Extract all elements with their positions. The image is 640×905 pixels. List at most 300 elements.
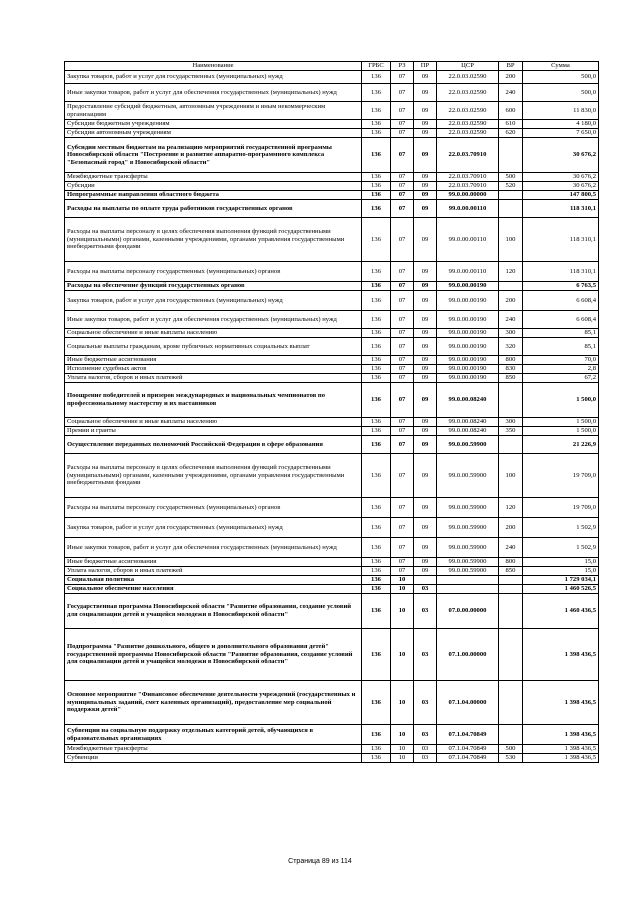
- cell-sum: 30 676,2: [523, 182, 599, 191]
- cell-pr: 09: [414, 518, 437, 538]
- cell-vr: 610: [499, 120, 523, 129]
- cell-pr: 09: [414, 329, 437, 338]
- cell-pr: 09: [414, 129, 437, 138]
- cell-sum: 1 460 526,5: [523, 585, 599, 594]
- cell-vr: 800: [499, 356, 523, 365]
- cell-name: Социальное обеспечение и иные выплаты населению: [65, 418, 362, 427]
- cell-csr: 07.1.04.70849: [437, 725, 499, 745]
- cell-vr: 620: [499, 129, 523, 138]
- cell-sum: 147 800,5: [523, 191, 599, 200]
- cell-grbs: 136: [362, 681, 391, 725]
- cell-pr: 09: [414, 567, 437, 576]
- cell-vr: [499, 629, 523, 681]
- cell-rz: 07: [391, 356, 414, 365]
- cell-rz: 07: [391, 454, 414, 498]
- cell-rz: 07: [391, 291, 414, 311]
- cell-pr: 09: [414, 173, 437, 182]
- header-vr: ВР: [499, 62, 523, 71]
- table-row: [65, 84, 599, 102]
- cell-vr: 520: [499, 182, 523, 191]
- cell-name: Предоставление субсидий бюджетным, автономным учреждениям и иным некоммерческим организациям: [65, 102, 362, 120]
- cell-vr: [499, 585, 523, 594]
- cell-grbs: 136: [362, 436, 391, 454]
- cell-name: Расходы на выплаты персоналу государственных (муниципальных) органов: [65, 262, 362, 282]
- table-row: [65, 681, 599, 725]
- cell-name: Субсидии: [65, 182, 362, 191]
- cell-pr: 09: [414, 498, 437, 518]
- cell-name: Социальное обеспечение и иные выплаты населению: [65, 329, 362, 338]
- table-row: [65, 311, 599, 329]
- cell-rz: 10: [391, 576, 414, 585]
- cell-rz: 10: [391, 629, 414, 681]
- cell-rz: 07: [391, 102, 414, 120]
- table-row: [65, 365, 599, 374]
- cell-pr: 03: [414, 594, 437, 629]
- cell-name: Расходы на выплаты персоналу в целях обеспечения выполнения функций государственными (муниципальными) органами, казенными учреждениями, органами управления государственными внебюджетными фондами: [65, 218, 362, 262]
- cell-sum: 118 310,1: [523, 218, 599, 262]
- header-grbs: ГРБС: [362, 62, 391, 71]
- cell-pr: 03: [414, 681, 437, 725]
- cell-csr: 99.0.00.59900: [437, 498, 499, 518]
- cell-grbs: 136: [362, 725, 391, 745]
- cell-grbs: 136: [362, 129, 391, 138]
- cell-name: Осуществление переданных полномочий Российской Федерации в сфере образования: [65, 436, 362, 454]
- cell-grbs: 136: [362, 282, 391, 291]
- cell-rz: 07: [391, 129, 414, 138]
- cell-sum: 21 226,9: [523, 436, 599, 454]
- cell-pr: 03: [414, 745, 437, 754]
- cell-sum: 2,8: [523, 365, 599, 374]
- cell-rz: 07: [391, 418, 414, 427]
- table-row: [65, 498, 599, 518]
- cell-sum: 30 676,2: [523, 173, 599, 182]
- cell-rz: 07: [391, 262, 414, 282]
- cell-vr: 200: [499, 71, 523, 84]
- cell-sum: 1 398 436,5: [523, 725, 599, 745]
- cell-name: Социальное обеспечение населения: [65, 585, 362, 594]
- cell-rz: 10: [391, 594, 414, 629]
- cell-name: Поощрение победителей и призеров международных и национальных чемпионатов по профессиональному мастерству и их наставников: [65, 383, 362, 418]
- cell-sum: 118 310,1: [523, 200, 599, 218]
- cell-pr: 09: [414, 558, 437, 567]
- cell-sum: 4 180,0: [523, 120, 599, 129]
- cell-csr: 99.0.00.59900: [437, 538, 499, 558]
- cell-csr: 22.0.03.70910: [437, 182, 499, 191]
- cell-pr: 09: [414, 454, 437, 498]
- table-row: [65, 585, 599, 594]
- cell-vr: 850: [499, 567, 523, 576]
- cell-grbs: 136: [362, 383, 391, 418]
- cell-csr: 99.0.00.00190: [437, 356, 499, 365]
- cell-sum: 6 608,4: [523, 291, 599, 311]
- cell-name: Расходы на выплаты персоналу государственных (муниципальных) органов: [65, 498, 362, 518]
- cell-csr: 99.0.00.00190: [437, 365, 499, 374]
- cell-rz: 07: [391, 282, 414, 291]
- cell-grbs: 136: [362, 518, 391, 538]
- header-csr: ЦСР: [437, 62, 499, 71]
- cell-vr: 300: [499, 418, 523, 427]
- header-pr: ПР: [414, 62, 437, 71]
- cell-pr: 09: [414, 218, 437, 262]
- table-row: [65, 725, 599, 745]
- table-row: [65, 356, 599, 365]
- cell-pr: 09: [414, 356, 437, 365]
- cell-vr: 240: [499, 84, 523, 102]
- cell-csr: 99.0.00.00190: [437, 311, 499, 329]
- cell-pr: [414, 576, 437, 585]
- cell-name: Иные закупки товаров, работ и услуг для обеспечения государственных (муниципальных) нужд: [65, 538, 362, 558]
- table-row: [65, 454, 599, 498]
- cell-sum: 85,1: [523, 338, 599, 356]
- cell-sum: 67,2: [523, 374, 599, 383]
- cell-rz: 07: [391, 84, 414, 102]
- cell-rz: 07: [391, 427, 414, 436]
- cell-name: Межбюджетные трансферты: [65, 173, 362, 182]
- cell-rz: 07: [391, 329, 414, 338]
- cell-sum: 6 763,5: [523, 282, 599, 291]
- cell-rz: 10: [391, 585, 414, 594]
- cell-sum: 1 398 436,5: [523, 629, 599, 681]
- cell-sum: 1 500,0: [523, 383, 599, 418]
- cell-vr: [499, 138, 523, 173]
- cell-grbs: 136: [362, 418, 391, 427]
- cell-vr: 850: [499, 374, 523, 383]
- cell-grbs: 136: [362, 218, 391, 262]
- cell-rz: 10: [391, 754, 414, 763]
- cell-name: Закупка товаров, работ и услуг для государственных (муниципальных) нужд: [65, 518, 362, 538]
- cell-grbs: 136: [362, 427, 391, 436]
- cell-sum: 500,0: [523, 84, 599, 102]
- cell-grbs: 136: [362, 374, 391, 383]
- cell-sum: 15,0: [523, 567, 599, 576]
- cell-csr: 07.1.04.70849: [437, 745, 499, 754]
- cell-grbs: 136: [362, 102, 391, 120]
- cell-grbs: 136: [362, 629, 391, 681]
- table-row: [65, 745, 599, 754]
- table-row: [65, 173, 599, 182]
- cell-csr: 99.0.00.08240: [437, 383, 499, 418]
- cell-csr: 99.0.00.00110: [437, 218, 499, 262]
- cell-sum: 500,0: [523, 71, 599, 84]
- table-row: [65, 576, 599, 585]
- cell-sum: 1 729 034,1: [523, 576, 599, 585]
- cell-sum: 6 608,4: [523, 311, 599, 329]
- cell-grbs: 136: [362, 291, 391, 311]
- cell-grbs: 136: [362, 365, 391, 374]
- cell-grbs: 136: [362, 71, 391, 84]
- table-row: [65, 338, 599, 356]
- table-row: [65, 418, 599, 427]
- cell-csr: 22.0.03.70910: [437, 173, 499, 182]
- cell-vr: 240: [499, 311, 523, 329]
- cell-grbs: 136: [362, 262, 391, 282]
- table-row: [65, 218, 599, 262]
- cell-pr: 09: [414, 84, 437, 102]
- cell-csr: 22.0.03.70910: [437, 138, 499, 173]
- cell-sum: 11 830,0: [523, 102, 599, 120]
- cell-rz: 07: [391, 436, 414, 454]
- cell-pr: 09: [414, 338, 437, 356]
- cell-csr: 99.0.00.00110: [437, 262, 499, 282]
- cell-csr: 22.0.03.02590: [437, 71, 499, 84]
- cell-name: Субвенции на социальную поддержку отдельных категорий детей, обучающихся в образовательных организациях: [65, 725, 362, 745]
- cell-grbs: 136: [362, 182, 391, 191]
- cell-name: Государственная программа Новосибирской области "Развитие образования, создание условий для социализации детей и учащейся молодежи в Новосибирской области": [65, 594, 362, 629]
- table-row: [65, 754, 599, 763]
- cell-grbs: 136: [362, 754, 391, 763]
- cell-sum: 19 709,0: [523, 498, 599, 518]
- cell-csr: 07.1.00.00000: [437, 629, 499, 681]
- cell-grbs: 136: [362, 173, 391, 182]
- cell-csr: 99.0.00.59900: [437, 436, 499, 454]
- cell-pr: 03: [414, 629, 437, 681]
- cell-pr: 03: [414, 585, 437, 594]
- cell-pr: 03: [414, 725, 437, 745]
- cell-pr: 09: [414, 71, 437, 84]
- cell-grbs: 136: [362, 567, 391, 576]
- cell-rz: 10: [391, 745, 414, 754]
- cell-name: Иные бюджетные ассигнования: [65, 356, 362, 365]
- cell-csr: 99.0.00.00190: [437, 329, 499, 338]
- cell-csr: [437, 585, 499, 594]
- cell-sum: 1 398 436,5: [523, 681, 599, 725]
- header-rz: РЗ: [391, 62, 414, 71]
- cell-grbs: 136: [362, 745, 391, 754]
- cell-grbs: 136: [362, 84, 391, 102]
- cell-name: Уплата налогов, сборов и иных платежей: [65, 567, 362, 576]
- cell-grbs: 136: [362, 200, 391, 218]
- cell-sum: 1 500,0: [523, 427, 599, 436]
- cell-vr: 100: [499, 454, 523, 498]
- cell-sum: 7 650,0: [523, 129, 599, 138]
- table-row: [65, 538, 599, 558]
- cell-grbs: 136: [362, 356, 391, 365]
- cell-csr: 99.0.00.08240: [437, 418, 499, 427]
- table-row: [65, 594, 599, 629]
- cell-grbs: 136: [362, 454, 391, 498]
- cell-rz: 07: [391, 374, 414, 383]
- cell-name: Субсидии бюджетным учреждениям: [65, 120, 362, 129]
- cell-csr: 99.0.00.00110: [437, 200, 499, 218]
- cell-vr: 800: [499, 558, 523, 567]
- cell-vr: [499, 383, 523, 418]
- cell-vr: 830: [499, 365, 523, 374]
- cell-pr: 09: [414, 436, 437, 454]
- cell-name: Премии и гранты: [65, 427, 362, 436]
- cell-vr: 500: [499, 173, 523, 182]
- cell-rz: 07: [391, 567, 414, 576]
- cell-grbs: 136: [362, 138, 391, 173]
- cell-vr: [499, 576, 523, 585]
- cell-rz: 10: [391, 681, 414, 725]
- cell-name: Основное мероприятие "Финансовое обеспечение деятельности учреждений (государственных и муниципальных заданий, смет казенных организаций), предоставление мер социальной поддержки детей": [65, 681, 362, 725]
- cell-name: Исполнение судебных актов: [65, 365, 362, 374]
- cell-name: Социальная политика: [65, 576, 362, 585]
- cell-csr: 99.0.00.00000: [437, 191, 499, 200]
- cell-vr: 120: [499, 498, 523, 518]
- cell-csr: 99.0.00.08240: [437, 427, 499, 436]
- cell-name: Иные закупки товаров, работ и услуг для обеспечения государственных (муниципальных) нужд: [65, 311, 362, 329]
- table-row: [65, 629, 599, 681]
- table-row: [65, 558, 599, 567]
- table-row: [65, 427, 599, 436]
- cell-sum: 1 502,9: [523, 538, 599, 558]
- cell-sum: 118 310,1: [523, 262, 599, 282]
- cell-sum: 70,0: [523, 356, 599, 365]
- cell-csr: 22.0.03.02590: [437, 120, 499, 129]
- table-row: [65, 262, 599, 282]
- cell-csr: 07.1.04.70849: [437, 754, 499, 763]
- cell-sum: 19 709,0: [523, 454, 599, 498]
- cell-rz: 07: [391, 538, 414, 558]
- cell-pr: 09: [414, 311, 437, 329]
- table-row: [65, 374, 599, 383]
- cell-csr: 07.1.04.00000: [437, 681, 499, 725]
- cell-vr: 350: [499, 427, 523, 436]
- table-row: [65, 102, 599, 120]
- cell-name: Расходы на обеспечение функций государственных органов: [65, 282, 362, 291]
- cell-name: Расходы на выплаты персоналу в целях обеспечения выполнения функций государственными (муниципальными) органами, казенными учреждениями, органами управления государственными внебюджетными фондами: [65, 454, 362, 498]
- table-row: [65, 129, 599, 138]
- cell-pr: 09: [414, 200, 437, 218]
- cell-rz: 07: [391, 558, 414, 567]
- cell-name: Закупка товаров, работ и услуг для государственных (муниципальных) нужд: [65, 291, 362, 311]
- cell-pr: 09: [414, 262, 437, 282]
- cell-sum: 85,1: [523, 329, 599, 338]
- cell-grbs: 136: [362, 329, 391, 338]
- cell-csr: 99.0.00.59900: [437, 454, 499, 498]
- cell-rz: 07: [391, 383, 414, 418]
- cell-vr: 240: [499, 538, 523, 558]
- table-body: [65, 71, 599, 763]
- cell-sum: 1 500,0: [523, 418, 599, 427]
- cell-csr: [437, 576, 499, 585]
- cell-sum: 1 398 436,5: [523, 754, 599, 763]
- cell-pr: 09: [414, 282, 437, 291]
- cell-pr: 09: [414, 374, 437, 383]
- cell-rz: 07: [391, 182, 414, 191]
- table-row: [65, 71, 599, 84]
- cell-grbs: 136: [362, 498, 391, 518]
- table-row: [65, 182, 599, 191]
- cell-pr: 03: [414, 754, 437, 763]
- cell-pr: 09: [414, 120, 437, 129]
- cell-csr: 07.0.00.00000: [437, 594, 499, 629]
- cell-csr: 22.0.03.02590: [437, 102, 499, 120]
- cell-sum: 1 502,9: [523, 518, 599, 538]
- cell-sum: 1 460 436,5: [523, 594, 599, 629]
- cell-vr: 320: [499, 338, 523, 356]
- cell-grbs: 136: [362, 311, 391, 329]
- table-row: [65, 436, 599, 454]
- table-row: [65, 291, 599, 311]
- cell-rz: 07: [391, 138, 414, 173]
- cell-rz: 07: [391, 518, 414, 538]
- cell-pr: 09: [414, 191, 437, 200]
- cell-pr: 09: [414, 365, 437, 374]
- cell-name: Иные закупки товаров, работ и услуг для обеспечения государственных (муниципальных) нужд: [65, 84, 362, 102]
- cell-name: Социальные выплаты гражданам, кроме публичных нормативных социальных выплат: [65, 338, 362, 356]
- page-number: Страница 89 из 114: [288, 858, 352, 865]
- cell-rz: 07: [391, 311, 414, 329]
- cell-name: Субсидии местным бюджетам на реализацию мероприятий государственной программы Новосибирской области "Построение и развитие аппаратно-программного комплекса "Безопасный город" в Новосибирской области": [65, 138, 362, 173]
- cell-grbs: 136: [362, 558, 391, 567]
- cell-csr: 99.0.00.59900: [437, 567, 499, 576]
- cell-csr: 22.0.03.02590: [437, 129, 499, 138]
- cell-rz: 07: [391, 173, 414, 182]
- table-row: [65, 120, 599, 129]
- cell-rz: 07: [391, 365, 414, 374]
- cell-vr: [499, 436, 523, 454]
- cell-name: Уплата налогов, сборов и иных платежей: [65, 374, 362, 383]
- cell-vr: [499, 725, 523, 745]
- table-row: [65, 200, 599, 218]
- cell-csr: 99.0.00.00190: [437, 338, 499, 356]
- cell-vr: 200: [499, 518, 523, 538]
- cell-csr: 99.0.00.59900: [437, 518, 499, 538]
- cell-vr: 530: [499, 754, 523, 763]
- cell-rz: 07: [391, 200, 414, 218]
- cell-rz: 07: [391, 218, 414, 262]
- table-row: [65, 567, 599, 576]
- cell-name: Субсидии автономным учреждениям: [65, 129, 362, 138]
- cell-rz: 07: [391, 191, 414, 200]
- cell-vr: [499, 681, 523, 725]
- table-header-row: [65, 62, 599, 71]
- cell-vr: [499, 594, 523, 629]
- cell-name: Подпрограмма "Развитие дошкольного, общего и дополнительного образования детей" государственной программы Новосибирской области "Развитие образования, создание условий для социализации детей и учащейся молодежи в Новосибирской области": [65, 629, 362, 681]
- cell-csr: 99.0.00.59900: [437, 558, 499, 567]
- cell-pr: 09: [414, 102, 437, 120]
- cell-vr: [499, 282, 523, 291]
- cell-pr: 09: [414, 427, 437, 436]
- cell-name: Субвенции: [65, 754, 362, 763]
- cell-pr: 09: [414, 418, 437, 427]
- cell-vr: 600: [499, 102, 523, 120]
- cell-csr: 99.0.00.00190: [437, 374, 499, 383]
- table-row: [65, 518, 599, 538]
- cell-pr: 09: [414, 383, 437, 418]
- cell-grbs: 136: [362, 594, 391, 629]
- budget-table: [64, 61, 599, 763]
- cell-sum: 30 676,2: [523, 138, 599, 173]
- table-row: [65, 138, 599, 173]
- cell-grbs: 136: [362, 585, 391, 594]
- cell-name: Иные бюджетные ассигнования: [65, 558, 362, 567]
- cell-pr: 09: [414, 138, 437, 173]
- cell-grbs: 136: [362, 538, 391, 558]
- cell-sum: 1 398 436,5: [523, 745, 599, 754]
- cell-vr: 200: [499, 291, 523, 311]
- header-sum: Сумма: [523, 62, 599, 71]
- cell-vr: [499, 191, 523, 200]
- cell-grbs: 136: [362, 191, 391, 200]
- cell-pr: 09: [414, 538, 437, 558]
- table-row: [65, 191, 599, 200]
- cell-csr: 99.0.00.00190: [437, 291, 499, 311]
- cell-rz: 07: [391, 120, 414, 129]
- cell-vr: 300: [499, 329, 523, 338]
- cell-csr: 22.0.03.02590: [437, 84, 499, 102]
- cell-vr: [499, 200, 523, 218]
- cell-name: Закупка товаров, работ и услуг для государственных (муниципальных) нужд: [65, 71, 362, 84]
- cell-vr: 120: [499, 262, 523, 282]
- table-row: [65, 329, 599, 338]
- table-row: [65, 282, 599, 291]
- cell-name: Расходы на выплаты по оплате труда работников государственных органов: [65, 200, 362, 218]
- cell-pr: 09: [414, 291, 437, 311]
- cell-pr: 09: [414, 182, 437, 191]
